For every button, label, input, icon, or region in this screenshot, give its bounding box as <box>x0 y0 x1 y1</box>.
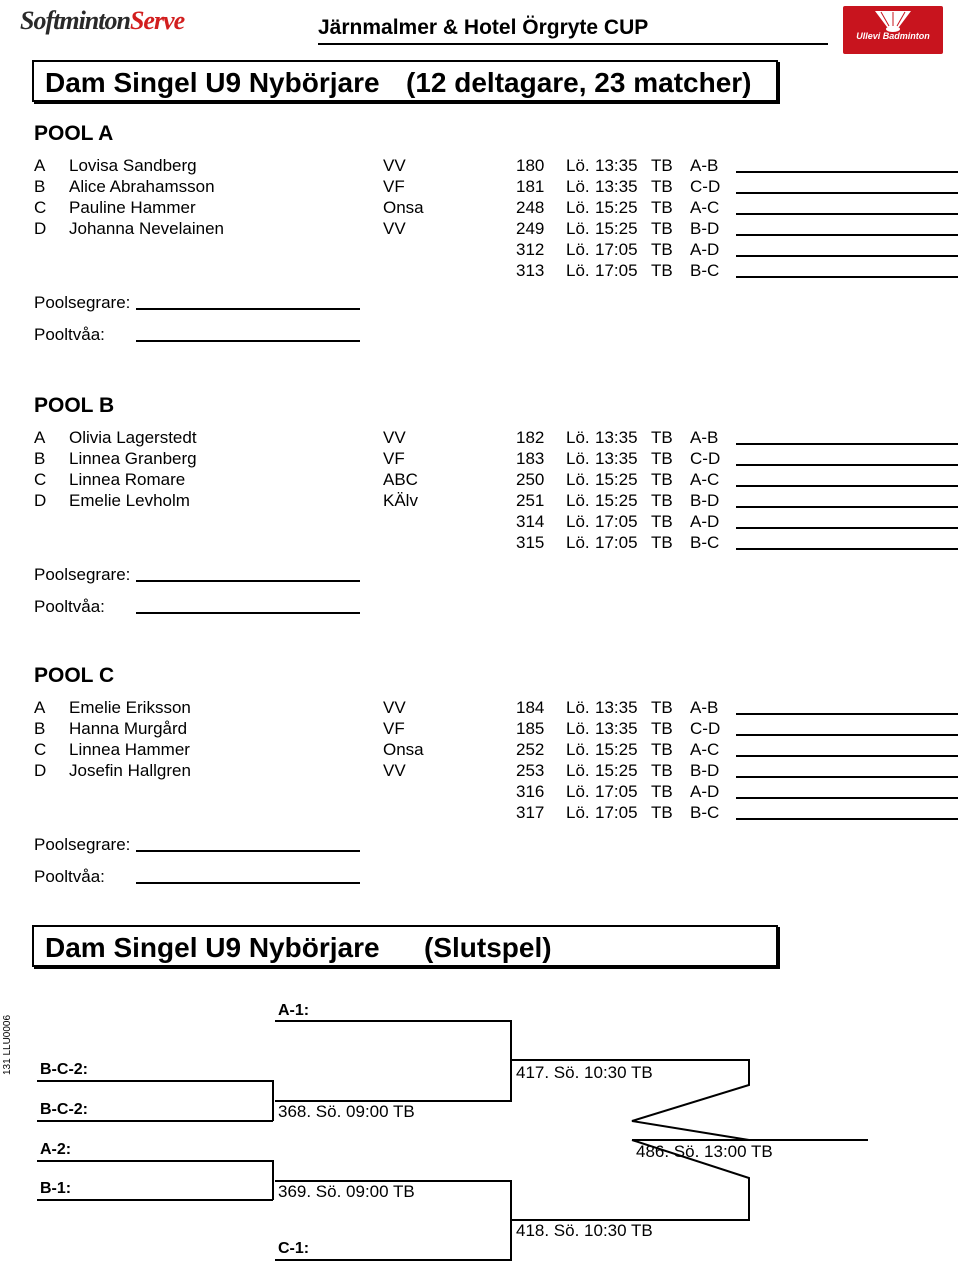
match-time: 15:25 <box>595 219 638 238</box>
section-title: Dam Singel U9 Nybörjare <box>45 67 380 98</box>
player-name: Linnea Granberg <box>69 449 197 468</box>
match-pair: A-B <box>690 428 719 447</box>
match-pair: A-D <box>690 240 720 259</box>
player-club: Onsa <box>383 198 424 217</box>
match-number: 249 <box>516 219 545 238</box>
pool-second-label: Pooltvåa: <box>34 597 105 616</box>
match-day: Lö. <box>566 512 590 531</box>
match-time: 15:25 <box>595 740 638 759</box>
match-day: Lö. <box>566 156 590 175</box>
match-hall: TB <box>651 719 673 738</box>
match-number: 180 <box>516 156 545 175</box>
seed-b1: B-1: <box>40 1180 72 1197</box>
match-hall: TB <box>651 219 673 238</box>
match-time: 17:05 <box>595 533 638 552</box>
match-day: Lö. <box>566 449 590 468</box>
player-letter: C <box>34 740 47 759</box>
match-hall: TB <box>651 428 673 447</box>
match-number: 183 <box>516 449 545 468</box>
document-code: 131 LLU0006 <box>2 1014 13 1075</box>
match-day: Lö. <box>566 261 590 280</box>
bracket-line-368 <box>275 1060 749 1140</box>
match-number: 184 <box>516 698 545 717</box>
match-pair: B-C <box>690 803 720 822</box>
match-hall: TB <box>651 512 673 531</box>
match-time: 15:25 <box>595 491 638 510</box>
match-pair: A-C <box>690 470 720 489</box>
match-486: 486. Sö. 13:00 TB <box>636 1142 773 1161</box>
player-name: Linnea Romare <box>69 470 186 489</box>
match-pair: A-B <box>690 698 719 717</box>
match-hall: TB <box>651 491 673 510</box>
match-number: 316 <box>516 782 545 801</box>
section-subtitle: (12 deltagare, 23 matcher) <box>406 67 752 98</box>
match-hall: TB <box>651 470 673 489</box>
match-hall: TB <box>651 782 673 801</box>
match-number: 181 <box>516 177 545 196</box>
match-time: 13:35 <box>595 719 638 738</box>
match-day: Lö. <box>566 533 590 552</box>
match-pair: A-C <box>690 740 720 759</box>
match-day: Lö. <box>566 470 590 489</box>
player-club: KÄlv <box>383 491 418 510</box>
logo-word-serve: Serve <box>129 6 185 35</box>
match-pair: C-D <box>690 177 721 196</box>
playoff-title: Dam Singel U9 Nybörjare <box>45 932 380 963</box>
match-hall: TB <box>651 177 673 196</box>
seed-bc2-bottom: B-C-2: <box>40 1101 88 1118</box>
match-368: 368. Sö. 09:00 TB <box>278 1102 415 1121</box>
player-letter: C <box>34 198 47 217</box>
player-letter: D <box>34 219 47 238</box>
match-hall: TB <box>651 803 673 822</box>
match-hall: TB <box>651 449 673 468</box>
player-name: Linnea Hammer <box>69 740 190 759</box>
player-name: Lovisa Sandberg <box>69 156 197 175</box>
match-time: 17:05 <box>595 240 638 259</box>
pool-winner-label: Poolsegrare: <box>34 293 131 312</box>
match-time: 17:05 <box>595 261 638 280</box>
player-name: Johanna Nevelainen <box>69 219 225 238</box>
player-letter: D <box>34 491 47 510</box>
match-number: 317 <box>516 803 545 822</box>
match-pair: B-D <box>690 761 720 780</box>
player-club: ABC <box>383 470 418 489</box>
player-letter: C <box>34 470 47 489</box>
pool-winner-label: Poolsegrare: <box>34 835 131 854</box>
player-club: VF <box>383 177 405 196</box>
player-name: Emelie Levholm <box>69 491 190 510</box>
match-pair: B-D <box>690 219 720 238</box>
match-number: 312 <box>516 240 545 259</box>
match-time: 15:25 <box>595 198 638 217</box>
bracket-line-a1 <box>275 1021 511 1060</box>
player-club: VF <box>383 719 405 738</box>
match-day: Lö. <box>566 491 590 510</box>
match-time: 13:35 <box>595 156 638 175</box>
match-time: 13:35 <box>595 449 638 468</box>
match-time: 13:35 <box>595 177 638 196</box>
bracket-line-c1 <box>275 1220 511 1260</box>
logo-word-softminton: Softminton <box>20 6 130 35</box>
match-369: 369. Sö. 09:00 TB <box>278 1182 415 1201</box>
match-day: Lö. <box>566 761 590 780</box>
match-hall: TB <box>651 533 673 552</box>
player-name: Hanna Murgård <box>69 719 188 738</box>
match-day: Lö. <box>566 803 590 822</box>
player-club: VF <box>383 449 405 468</box>
match-pair: C-D <box>690 719 721 738</box>
match-pair: B-C <box>690 533 720 552</box>
match-time: 15:25 <box>595 761 638 780</box>
match-pair: A-D <box>690 512 720 531</box>
player-name: Alice Abrahamsson <box>69 177 215 196</box>
player-letter: A <box>34 698 46 717</box>
pool-title: POOL C <box>34 664 115 687</box>
match-hall: TB <box>651 698 673 717</box>
player-letter: D <box>34 761 47 780</box>
match-day: Lö. <box>566 698 590 717</box>
seed-a2: A-2: <box>40 1141 72 1158</box>
match-day: Lö. <box>566 719 590 738</box>
match-hall: TB <box>651 261 673 280</box>
match-number: 253 <box>516 761 545 780</box>
match-time: 15:25 <box>595 470 638 489</box>
match-time: 17:05 <box>595 512 638 531</box>
logo-brand-text: Ullevi Badminton <box>856 31 930 41</box>
match-number: 315 <box>516 533 545 552</box>
match-pair: A-C <box>690 198 720 217</box>
match-time: 17:05 <box>595 782 638 801</box>
match-day: Lö. <box>566 240 590 259</box>
pool-second-label: Pooltvåa: <box>34 867 105 886</box>
player-name: Pauline Hammer <box>69 198 196 217</box>
pool-winner-label: Poolsegrare: <box>34 565 131 584</box>
player-name: Emelie Eriksson <box>69 698 191 717</box>
match-hall: TB <box>651 761 673 780</box>
match-hall: TB <box>651 740 673 759</box>
match-day: Lö. <box>566 219 590 238</box>
player-club: VV <box>383 428 406 447</box>
seed-c1: C-1: <box>278 1240 310 1257</box>
tournament-title: Järnmalmer & Hotel Örgryte CUP <box>318 16 649 39</box>
match-pair: A-B <box>690 156 719 175</box>
match-pair: B-D <box>690 491 720 510</box>
match-417: 417. Sö. 10:30 TB <box>516 1063 653 1082</box>
match-pair: C-D <box>690 449 721 468</box>
player-name: Olivia Lagerstedt <box>69 428 197 447</box>
bracket-line-a2 <box>37 1161 273 1200</box>
match-day: Lö. <box>566 198 590 217</box>
match-number: 252 <box>516 740 545 759</box>
player-name: Josefin Hallgren <box>69 761 191 780</box>
match-number: 250 <box>516 470 545 489</box>
player-letter: A <box>34 156 46 175</box>
match-time: 17:05 <box>595 803 638 822</box>
player-letter: B <box>34 177 46 196</box>
match-number: 313 <box>516 261 545 280</box>
match-number: 185 <box>516 719 545 738</box>
match-pair: A-D <box>690 782 720 801</box>
match-hall: TB <box>651 240 673 259</box>
match-number: 248 <box>516 198 545 217</box>
match-number: 251 <box>516 491 545 510</box>
player-club: Onsa <box>383 740 424 759</box>
match-418: 418. Sö. 10:30 TB <box>516 1221 653 1240</box>
playoff-subtitle: (Slutspel) <box>424 932 552 963</box>
match-number: 182 <box>516 428 545 447</box>
player-club: VV <box>383 219 406 238</box>
match-day: Lö. <box>566 740 590 759</box>
pool-second-label: Pooltvåa: <box>34 325 105 344</box>
player-letter: B <box>34 719 46 738</box>
match-hall: TB <box>651 156 673 175</box>
match-day: Lö. <box>566 782 590 801</box>
player-club: VV <box>383 761 406 780</box>
seed-bc2-top: B-C-2: <box>40 1061 88 1078</box>
match-time: 13:35 <box>595 428 638 447</box>
player-club: VV <box>383 698 406 717</box>
seed-a1: A-1: <box>278 1002 310 1019</box>
match-time: 13:35 <box>595 698 638 717</box>
match-pair: B-C <box>690 261 720 280</box>
match-number: 314 <box>516 512 545 531</box>
player-club: VV <box>383 156 406 175</box>
pool-title: POOL B <box>34 394 115 417</box>
match-hall: TB <box>651 198 673 217</box>
player-letter: A <box>34 428 46 447</box>
match-day: Lö. <box>566 177 590 196</box>
player-letter: B <box>34 449 46 468</box>
pool-title: POOL A <box>34 122 114 145</box>
match-day: Lö. <box>566 428 590 447</box>
